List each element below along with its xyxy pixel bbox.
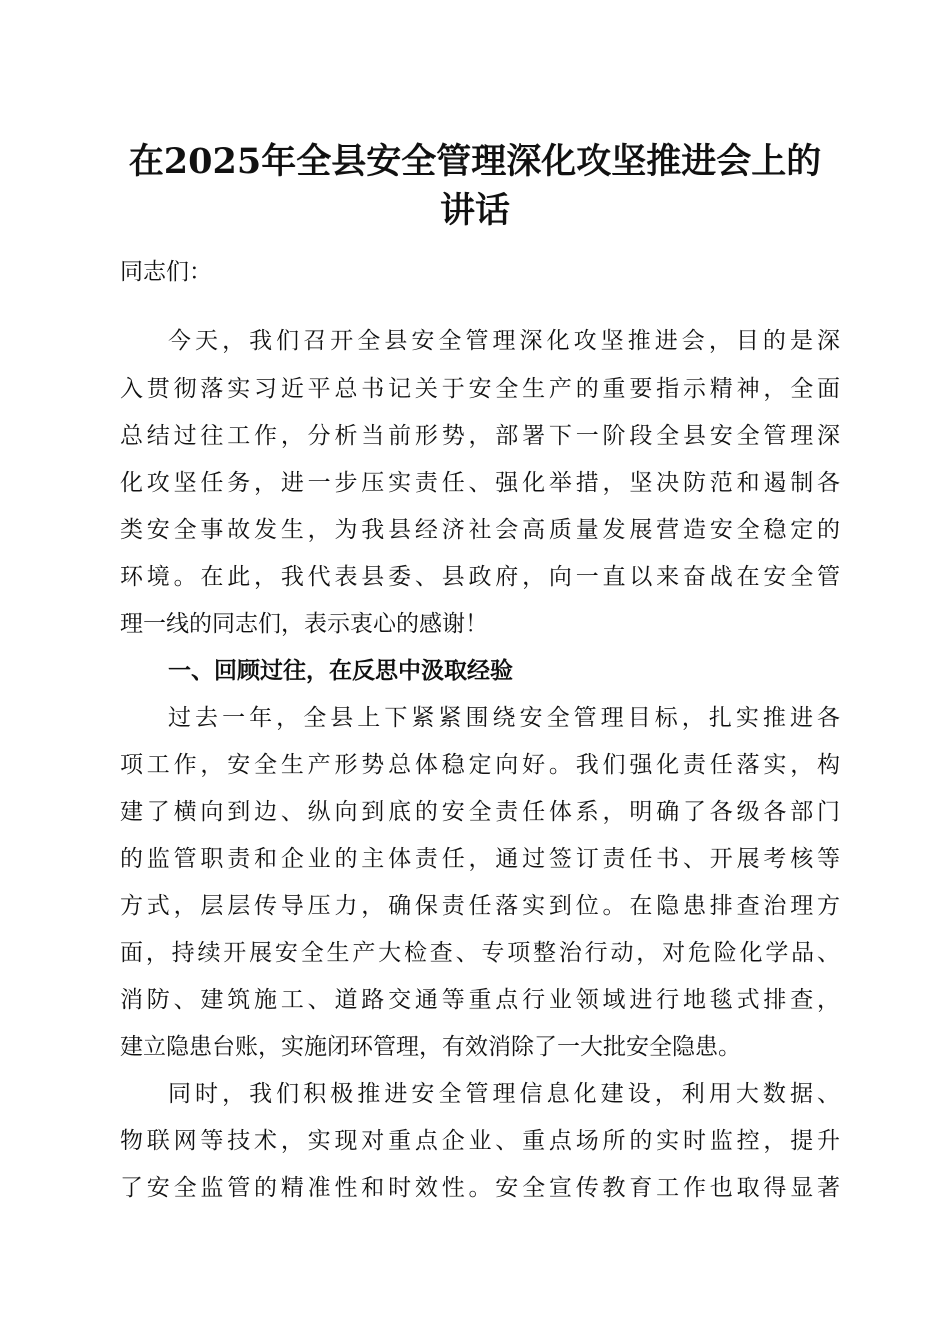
paragraph-1-line-5: 类安全事故发生，为我县经济社会高质量发展营造安全稳定的 bbox=[120, 517, 840, 543]
paragraph-2-line-2: 项工作，安全生产形势总体稳定向好。我们强化责任落实，构 bbox=[120, 752, 840, 778]
paragraph-1-line-2: 入贯彻落实习近平总书记关于安全生产的重要指示精神，全面 bbox=[120, 376, 840, 402]
document-title-line-1: 在2025年全县安全管理深化攻坚推进会上的 bbox=[128, 141, 822, 182]
paragraph-1-line-7: 理一线的同志们，表示衷心的感谢！ bbox=[120, 611, 488, 637]
paragraph-2-line-3: 建了横向到边、纵向到底的安全责任体系，明确了各级各部门 bbox=[120, 799, 840, 825]
paragraph-2-line-7: 消防、建筑施工、道路交通等重点行业领域进行地毯式排查， bbox=[120, 987, 840, 1013]
paragraph-3-line-3: 了安全监管的精准性和时效性。安全宣传教育工作也取得显著 bbox=[120, 1175, 840, 1201]
paragraph-3-line-2: 物联网等技术，实现对重点企业、重点场所的实时监控，提升 bbox=[120, 1128, 840, 1154]
paragraph-1-line-6: 环境。在此，我代表县委、县政府，向一直以来奋战在安全管 bbox=[120, 564, 840, 590]
paragraph-3-line-1: 同时，我们积极推进安全管理信息化建设，利用大数据、 bbox=[168, 1081, 840, 1107]
paragraph-2-line-5: 方式，层层传导压力，确保责任落实到位。在隐患排查治理方 bbox=[120, 893, 840, 919]
paragraph-1-line-4: 化攻坚任务，进一步压实责任、强化举措，坚决防范和遏制各 bbox=[120, 470, 840, 496]
section-heading-1: 一、回顾过往，在反思中汲取经验 bbox=[168, 658, 513, 684]
paragraph-1-line-3: 总结过往工作，分析当前形势，部署下一阶段全县安全管理深 bbox=[120, 423, 840, 449]
paragraph-2-line-6: 面，持续开展安全生产大检查、专项整治行动，对危险化学品、 bbox=[120, 940, 840, 966]
document-title-line-2: 讲话 bbox=[439, 190, 510, 231]
paragraph-2-line-1: 过去一年，全县上下紧紧围绕安全管理目标，扎实推进各 bbox=[168, 705, 840, 731]
paragraph-2-line-4: 的监管职责和企业的主体责任，通过签订责任书、开展考核等 bbox=[120, 846, 840, 872]
paragraph-2-line-8: 建立隐患台账，实施闭环管理，有效消除了一大批安全隐患。 bbox=[120, 1034, 741, 1060]
salutation: 同志们： bbox=[120, 259, 212, 285]
paragraph-1-line-1: 今天，我们召开全县安全管理深化攻坚推进会，目的是深 bbox=[168, 328, 840, 354]
